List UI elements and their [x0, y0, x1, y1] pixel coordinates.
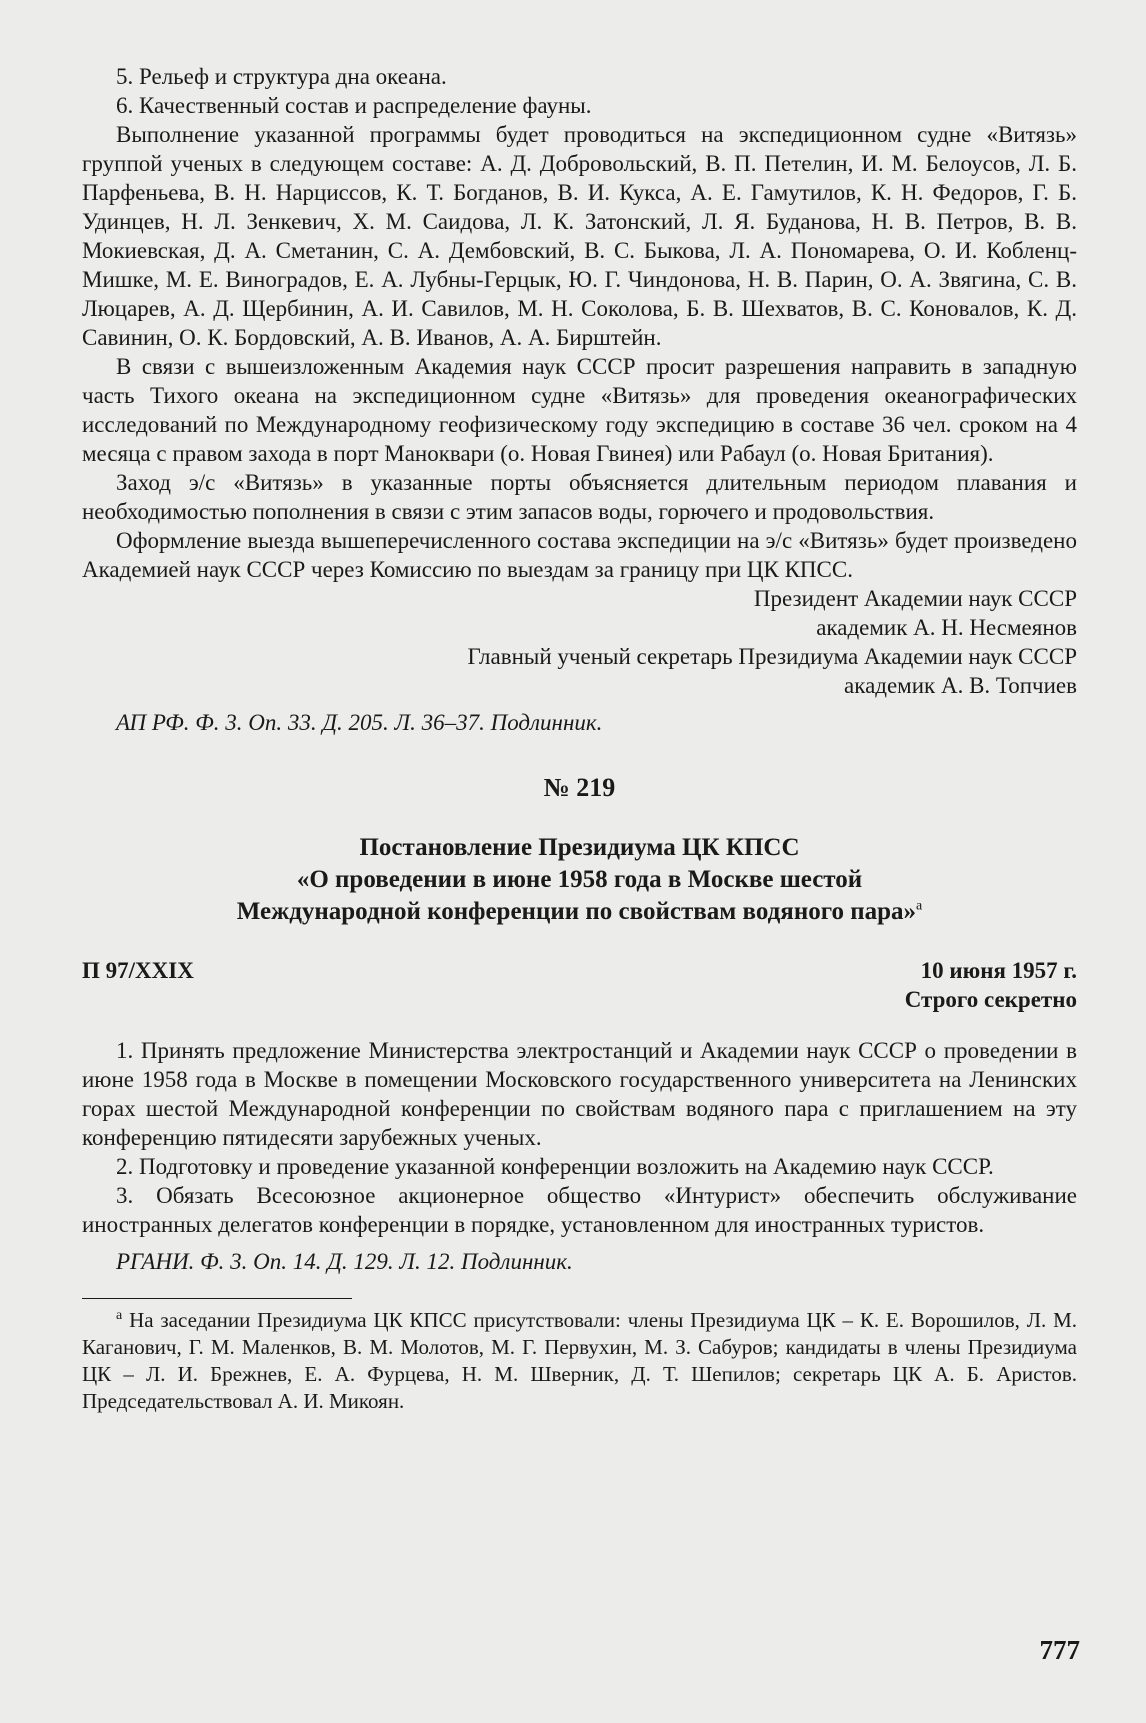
document-title-line-2: «О проведении в июне 1958 года в Москве шестой [296, 866, 863, 893]
paragraph-exit: Оформление выезда вышеперечисленного состава экспедиции на э/с «Витязь» будет произведено Академией наук СССР через Комиссию по выездам за границу при ЦК КПСС. [82, 528, 1077, 582]
paragraph-request: В связи с вышеизложенным Академия наук СССР просит разрешения направить в западную часть Тихого океана на экспедиционном судне «Витязь» для проведения океанографических исследований по Международному геофизическому году экспедицию в составе 36 чел. сроком на 4 месяца с правом захода в порт Маноквари (о. Новая Гвинея) или Рабаул (о. Новая Британия). [82, 354, 1077, 466]
list-item-6: 6. Качественный состав и распределение фауны. [116, 93, 592, 118]
footnote-divider [82, 1298, 352, 1299]
classification-stamp: Строго секретно [904, 987, 1077, 1012]
document-date-block [905, 956, 1077, 1014]
page-number: 777 [1039, 1635, 1080, 1665]
document-number: № 219 [543, 773, 616, 802]
archive-source-2: РГАНИ. Ф. 3. Оп. 14. Д. 129. Л. 12. Подлинник. [116, 1249, 573, 1274]
spacer [82, 1014, 1077, 1036]
footnote-mark: а [116, 1308, 123, 1323]
document-title-line-3-text: Международной конференции по свойствам водяного пара» [236, 898, 917, 925]
list-item-5: 5. Рельеф и структура дна океана. [116, 64, 447, 89]
resolution-point-1: 1. Принять предложение Министерства электростанций и Академии наук СССР о проведении в июне 1958 года в Москве в помещении Московского государственного университета на Ленинских горах шестой Международной конференции по свойствам водяного пара с приглашением на эту конференцию пятидесяти зарубежных ученых. [82, 1038, 1077, 1150]
footnote [82, 1307, 1077, 1415]
signature-1-title: Президент Академии наук СССР [753, 586, 1077, 611]
document-meta [82, 956, 1077, 1014]
document-title-line-1: Постановление Президиума ЦК КПСС [359, 834, 800, 861]
document-title-line-3 [82, 896, 1077, 928]
page-content [82, 62, 1077, 1415]
document-date: 10 июня 1957 г. [920, 958, 1077, 983]
signature-2-title: Главный ученый секретарь Президиума Академии наук СССР [467, 644, 1077, 669]
footnote-text: На заседании Президиума ЦК КПСС присутствовали: члены Президиума ЦК – К. Е. Ворошилов, Л. М. Каганович, Г. М. Маленков, В. М. Молотов, М. Г. Первухин, М. З. Сабуров; кандидаты в члены Президиума ЦК – Л. И. Брежнев, Е. А. Фурцева, Н. М. Шверник, Д. Т. Шепилов; секретарь ЦК А. Б. Аристов. Председательствовал А. И. Микоян. [82, 1308, 1077, 1413]
paragraph-participants: Выполнение указанной программы будет проводиться на экспедиционном судне «Витязь» группой ученых в следующем составе: А. Д. Добровольский, В. П. Петелин, И. М. Белоусов, Л. Б. Парфеньева, В. Н. Нарциссов, К. Т. Богданов, В. И. Кукса, А. Е. Гамутилов, К. Н. Федоров, Г. Б. Удинцев, Н. Л. Зенкевич, Х. М. Саидова, Л. К. Затонский, Л. Я. Буданова, Н. В. Петров, В. В. Мокиевская, Д. А. Сметанин, С. А. Дембовский, В. С. Быкова, Л. А. Пономарева, О. И. Кобленц-Мишке, М. Е. Виноградов, Е. А. Лубны-Герцык, Ю. Г. Чиндонова, Н. В. Парин, О. А. Звягина, С. В. Люцарев, А. Д. Щербинин, А. И. Савилов, М. Н. Соколова, Б. В. Шехватов, В. С. Коновалов, К. Д. Савинин, О. К. Бордовский, А. В. Иванов, А. А. Бирштейн. [82, 122, 1077, 350]
signature-1-name: академик А. Н. Несмеянов [816, 615, 1077, 640]
footnote-reference: а [916, 898, 923, 914]
resolution-point-3: 3. Обязать Всесоюзное акционерное общество «Интурист» обеспечить обслуживание иностранных делегатов конференции в порядке, установленном для иностранных туристов. [82, 1183, 1077, 1237]
paragraph-ports: Заход э/с «Витязь» в указанные порты объясняется длительным периодом плавания и необходимостью пополнения в связи с этим запасов воды, горючего и продовольствия. [82, 470, 1077, 524]
archive-source-1: АП РФ. Ф. 3. Оп. 33. Д. 205. Л. 36–37. Подлинник. [116, 710, 603, 735]
resolution-point-2: 2. Подготовку и проведение указанной конференции возложить на Академию наук СССР. [116, 1154, 994, 1179]
protocol-number: П 97/XXIX [82, 958, 194, 983]
signature-2-name: академик А. В. Топчиев [844, 673, 1077, 698]
document-title [82, 832, 1077, 928]
